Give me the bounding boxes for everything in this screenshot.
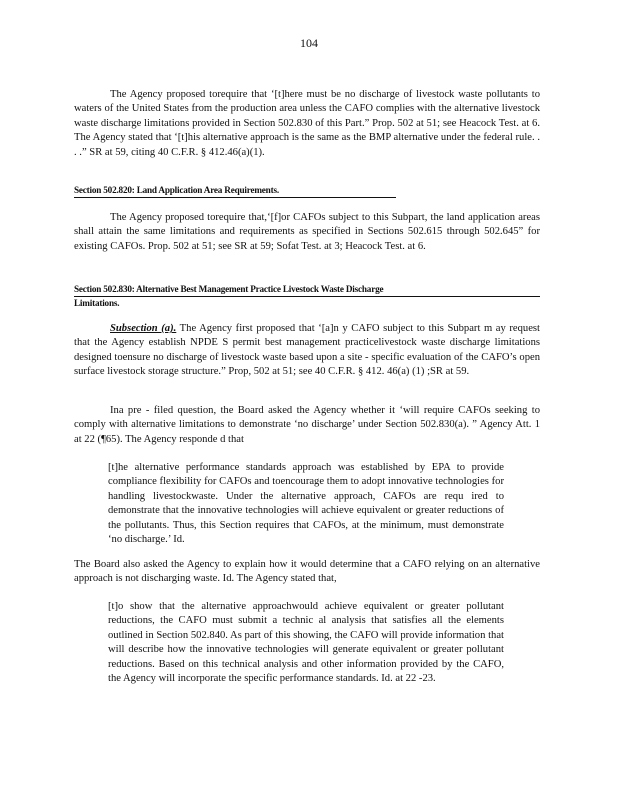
block-quote-agency-response-1: [t]he alternative performance standards approach was established by EPA to provide compliance flexibility for CAFOs and toencourage them to adopt innovative technologies for handling livestockwaste. Under the alternative approach, CAFOs are requ ired to demonstrate that the innovative technologies will achieve equivalent or greater reductions of the pollutants. Thus, this Section requires that CAFOs, at the minimum, must demonstrate ‘no discharge.’ Id. [108,462,504,546]
section-heading-502-830-line2: Limitations. [74,298,120,308]
subsection-a-text: The Agency first proposed that ‘[a]n y CAFO subject to this Subpart m ay request that the Agency establish NPDE S permit best management practicelivestock waste discharge limitations designed toensure no discharge of livestock waste based upon a site - specific evaluation of the CAFO’s open surface livestock storage structure.” Prop, 502 at 51; see 40 C.F.R. § 412. 46(a) (1) ;SR at 59. [74,323,540,378]
section-heading-502-830-line1: Section 502.830: Alternative Best Management Practice Livestock Waste Discharge [74,283,540,297]
section-heading-502-830 [74,283,540,310]
paragraph-board-question-2: The Board also asked the Agency to explain how it would determine that a CAFO relying on an alternative approach is not discharging waste. Id. The Agency stated that, [74,559,540,585]
paragraph-502-820-proposal: The Agency proposed torequire that,‘[f]or CAFOs subject to this Subpart, the land application areas shall attain the same limitations and requirements as specified in Sections 502.615 through 502.645” for existing CAFOs. Prop. 502 at 51; see SR at 59; Sofat Test. at 3; Heacock Test. at 6. [74,212,540,252]
paragraph-subsection-a [74,322,540,380]
page-number: 104 [300,36,318,50]
block-quote-agency-response-2: [t]o show that the alternative approachwould achieve equivalent or greater pollutant reductions, the CAFO must submit a technic al analysis that satisfies all the elements outlined in Section 502.840. As part of this showing, the CAFO will provide information that will describe how the innovative technologies will generate equivalent or greater pollutant reductions. Based on this technical analysis and other information provided by the CAFO, the Agency will incorporate the specific performance standards. Id. at 22 -23. [108,601,504,685]
section-heading-502-820-text: Section 502.820: Land Application Area Requirements. [74,184,396,198]
section-heading-502-820 [74,184,396,198]
paragraph-board-question-1: Ina pre - filed question, the Board asked the Agency whether it ‘will require CAFOs seeking to comply with alternative limitations to demonstrate ‘no discharge’ under Section 502.830(a). ” Agency Att. 1 at 22 (¶65). The Agency responde d that [74,405,540,445]
subsection-a-label: Subsection (a). [110,323,177,334]
paragraph-502-810-proposal: The Agency proposed torequire that ‘[t]here must be no discharge of livestock waste pollutants to waters of the United States from the production area unless the CAFO complies with the alternative livestock waste discharge limitations provided in Section 502.830 of this Part.” Prop. 502 at 51; see Heacock Test. at 6. The Agency stated that ‘[t]his alternative approach is the same as the BMP alternative under the federal rule. . . .” SR at 59, citing 40 C.F.R. § 412.46(a)(1). [74,89,540,158]
